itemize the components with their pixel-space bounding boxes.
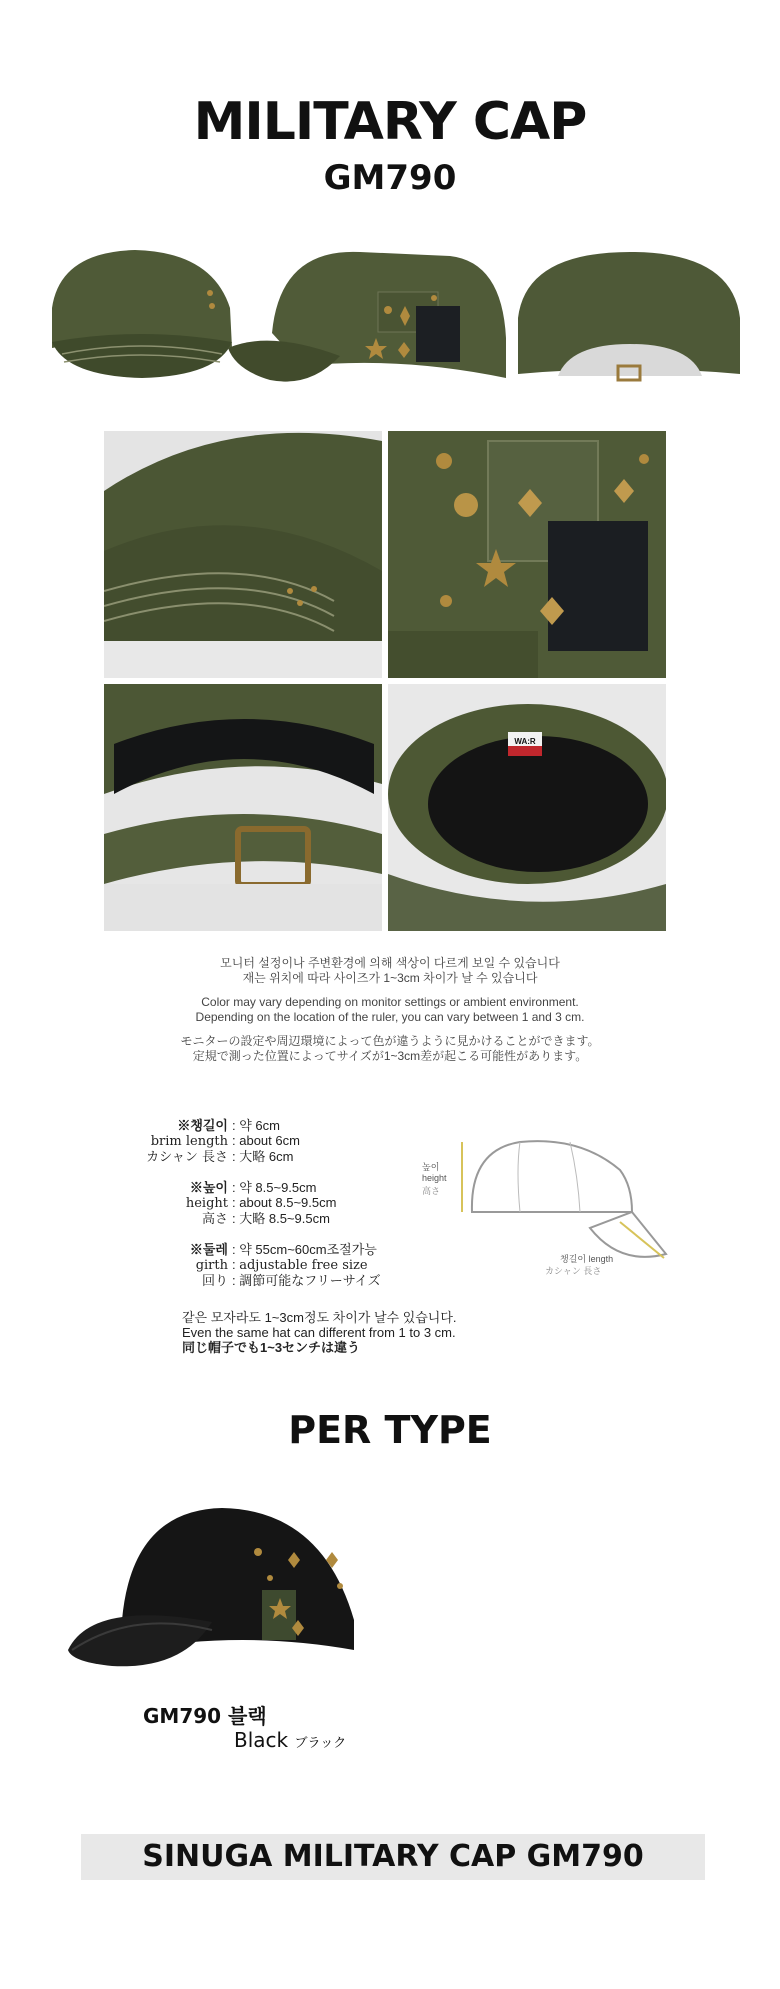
diagram-height-ko: 높이: [422, 1162, 440, 1172]
spec-brim-length: ※챙길이 : 약 6cm brim length : about 6cm カシャン 長さ : 大略 6cm: [110, 1118, 300, 1165]
brand-label: WA:R: [514, 737, 536, 746]
spec-value: 약 6cm: [239, 1118, 280, 1133]
size-note-ko: 같은 모자라도 1~3cm정도 차이가 날수 있습니다.: [182, 1310, 457, 1325]
variant-color-ja: ブラック: [294, 1736, 347, 1751]
notice-ko-color: 모니터 설정이나 주변환경에 의해 색상이 다르게 보일 수 있습니다: [220, 956, 560, 970]
spec-label: 高さ: [201, 1212, 228, 1227]
variant-color-en: Black: [234, 1728, 289, 1752]
notice-en-color: Color may vary depending on monitor settings or ambient environment.: [201, 995, 579, 1009]
size-note-en: Even the same hat can different from 1 to 3 cm.: [182, 1325, 456, 1340]
product-model: GM790: [323, 158, 457, 198]
size-note-ja: 同じ帽子でも1~3センチは違う: [182, 1340, 361, 1355]
diagram-brim-label: 챙길이 length: [560, 1254, 614, 1264]
spec-girth: ※둘레 : 약 55cm~60cm조절가능 girth : adjustable free size 回り : 調節可能なフリーサイズ: [110, 1242, 381, 1289]
spec-value: adjustable free size: [239, 1258, 368, 1273]
spec-label: ※챙길이: [177, 1118, 228, 1133]
footer-banner: SINUGA MILITARY CAP GM790: [81, 1834, 705, 1880]
cap-back-view: [518, 252, 740, 380]
size-diagram: [420, 1130, 670, 1290]
spec-value: 大略 6cm: [239, 1149, 294, 1164]
product-title: MILITARY CAP: [193, 92, 587, 152]
spec-label: brim length: [150, 1134, 228, 1149]
black-cap-photo: [62, 1500, 362, 1690]
notice-ja-size: 定規で測った位置によってサイズが1~3cm差が起こる可能性があります。: [192, 1049, 588, 1063]
spec-label: ※둘레: [189, 1242, 228, 1257]
spec-value: about 6cm: [239, 1133, 300, 1148]
notice-ja-color: モニターの設定や周辺環境によって色が違うように見かけることができます。: [180, 1034, 600, 1048]
spec-value: 약 55cm~60cm조절가능: [239, 1242, 377, 1257]
diagram-height-en: height: [422, 1173, 447, 1183]
variant-name: GM790 블랙: [143, 1704, 267, 1728]
photo-strap-buckle: [104, 684, 382, 931]
spec-label: height: [185, 1196, 228, 1211]
notice-en-size: Depending on the location of the ruler, you can vary between 1 and 3 cm.: [195, 1010, 585, 1024]
notice-ko-size: 재는 위치에 따라 사이즈가 1~3cm 차이가 날 수 있습니다: [242, 971, 538, 985]
variant-color: [234, 1728, 346, 1752]
cap-three-views: [40, 238, 740, 398]
cap-front-view: [52, 250, 232, 378]
spec-label: カシャン 長さ: [146, 1150, 228, 1165]
spec-value: 大略 8.5~9.5cm: [239, 1211, 330, 1226]
photo-brim-detail: [104, 431, 382, 678]
spec-height: ※높이 : 약 8.5~9.5cm height : about 8.5~9.5cm 高さ : 大略 8.5~9.5cm: [110, 1180, 336, 1227]
cap-side-view: [228, 252, 506, 382]
spec-label: ※높이: [189, 1180, 228, 1195]
spec-value: 약 8.5~9.5cm: [239, 1180, 317, 1195]
diagram-height-ja: 高さ: [422, 1186, 441, 1196]
diagram-brim-ja: カシャン 長さ: [545, 1266, 602, 1276]
photo-studs-detail: [388, 431, 666, 678]
size-note: [182, 1310, 457, 1355]
spec-value: 調節可能なフリーサイズ: [239, 1273, 381, 1288]
spec-label: 回り: [201, 1274, 228, 1289]
per-type-heading: PER TYPE: [288, 1408, 492, 1452]
spec-label: girth: [195, 1258, 228, 1273]
photo-inner-label: [388, 684, 666, 931]
spec-value: about 8.5~9.5cm: [239, 1195, 337, 1210]
